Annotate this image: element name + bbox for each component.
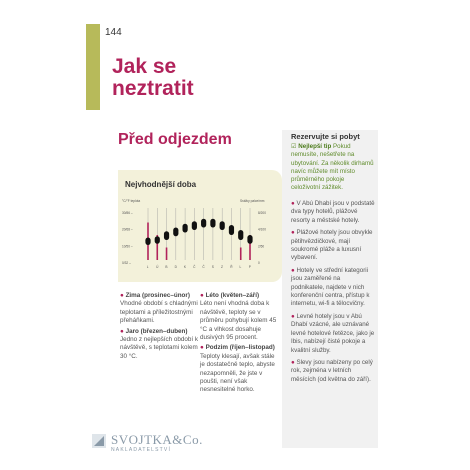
month-label: L [239,265,242,269]
month-label: Z [220,265,223,269]
rainfall-bar [240,248,242,261]
page-title [112,56,194,100]
list-item: ● V Abú Dhabí jsou v podstatě dva typy hotelů, plážové resorty a městské hotely. [291,200,375,224]
season-text: Vhodné období s chladnými teplotami a příležitostnými přeháňkami. [120,300,198,325]
season-text: Teploty klesají, avšak stále je dostatečně teplo, abyste nezapomněli, že jste v poušti, není však nesnesitelné horko. [200,352,275,394]
temperature-bar [182,224,187,233]
season-title: Zima (prosinec–únor) [125,292,190,299]
bullet-icon: ● [291,200,297,207]
publisher-sub: NAKLADATELSTVÍ [111,447,172,453]
list-item: ● Plážové hotely jsou obvykle pětihvězdičkové, mají soukromé pláže a luxusní vybavení. [291,229,373,262]
temperature-bar [164,231,169,240]
season-text: Jedno z nejlepších období k návštěvě, s teplotami kolem 30 °C. [120,336,199,360]
right-tick-label: 8/200 [258,211,266,215]
month-label: Ř [230,265,233,269]
temperature-bar [229,225,234,235]
bullet-icon: ● [120,327,126,335]
right-axis-label: Srážky palce/mm [240,199,265,203]
sidebar-heading: Rezervujte si pobyt [291,132,360,141]
bullet-icon: ● [291,266,297,274]
title-accent-bar [86,24,100,110]
list-item: ● Hotely ve střední kategorii jsou zaměřené na podnikatele, najdete v nich konferenční centra, přístup k internetu, wi-fi a tělocvičny. [291,266,370,308]
logo-mark-icon [92,434,106,448]
left-tick-label: 20/68 – [122,227,133,232]
temperature-bar [173,228,178,237]
month-label: Č [202,265,205,269]
bullet-icon: ● [291,229,297,237]
left-axis-label: °C/°F teplota [122,199,141,203]
tip-text: Pokud nemusíte, nešetřete na ubytování. Za několik dirhamů navíc můžete mít místo průměrného pokoje celoživotní zážitek. [291,143,374,192]
season-summer [200,292,280,342]
month-label: S [211,265,214,269]
temperature-bar [247,235,252,244]
bullet-icon: ● [120,292,126,299]
page-title-line-2: neztratit [112,77,194,100]
month-label: L [146,265,149,269]
temperature-bar [220,221,225,230]
month-label: Č [193,265,196,269]
tip-label: Nejlepší tip [298,143,332,150]
month-label: K [183,265,187,269]
page-number: 144 [105,27,122,38]
right-tick-label: 2/50 [258,244,265,249]
bullet-icon: ● [291,358,297,366]
checkbox-icon: ☑ [291,143,299,150]
bullet-icon: ● [291,312,297,320]
temperature-bar [155,236,160,244]
publisher-name: SVOJTKA&Co. [111,432,203,447]
list-item: ● Levné hotely jsou v Abú Dhabí vzácné, ale uznávané levné hotelové řetězce, jako je Ibis, nabízejí čisté pokoje a kvalitní služby. [291,312,375,354]
temperature-bar [192,221,197,230]
page-title-line-1: Jak se [112,55,177,78]
list-item: ● Slevy jsou nabízeny po celý rok, zejména v letních měsících (od května do září). [291,358,373,383]
month-label: P [248,265,251,269]
season-autumn [200,344,280,394]
seasons-right-column [200,292,280,397]
season-title: Jaro (březen–duben) [125,327,188,335]
bullet-icon: ● [200,292,206,299]
right-tick-label: 0 [258,261,260,265]
temperature-bar [210,219,215,228]
right-tick-label: 4/100 [258,227,266,232]
left-tick-label: 0/32 – [122,261,131,265]
climate-chart [118,192,282,276]
season-title: Léto (květen–září) [205,292,260,299]
month-label: Ú [156,265,159,269]
section-title: Před odjezdem [118,131,232,148]
season-title: Podzim (říjen–listopad) [205,344,275,352]
temperature-bar [238,230,243,240]
chart-title: Nejvhodnější doba [125,180,197,189]
best-tip [291,143,375,193]
season-text: Léto není vhodná doba k návštěvě, teploty se v průměru pohybují kolem 45 °C a vlhkost dosahuje dusivých 95 procent. [200,300,277,342]
sidebar-list [291,200,375,388]
temperature-bar [145,238,150,246]
month-label: D [174,265,177,269]
season-spring [120,328,200,362]
publisher-logo [92,432,212,458]
left-tick-label: 30/86 – [122,211,133,215]
rainfall-bar [166,248,168,261]
season-winter [120,292,200,326]
month-label: B [165,265,168,269]
left-tick-label: 10/50 – [122,244,133,249]
bullet-icon: ● [200,344,206,352]
temperature-bar [201,219,206,228]
seasons-left-column [120,292,200,363]
